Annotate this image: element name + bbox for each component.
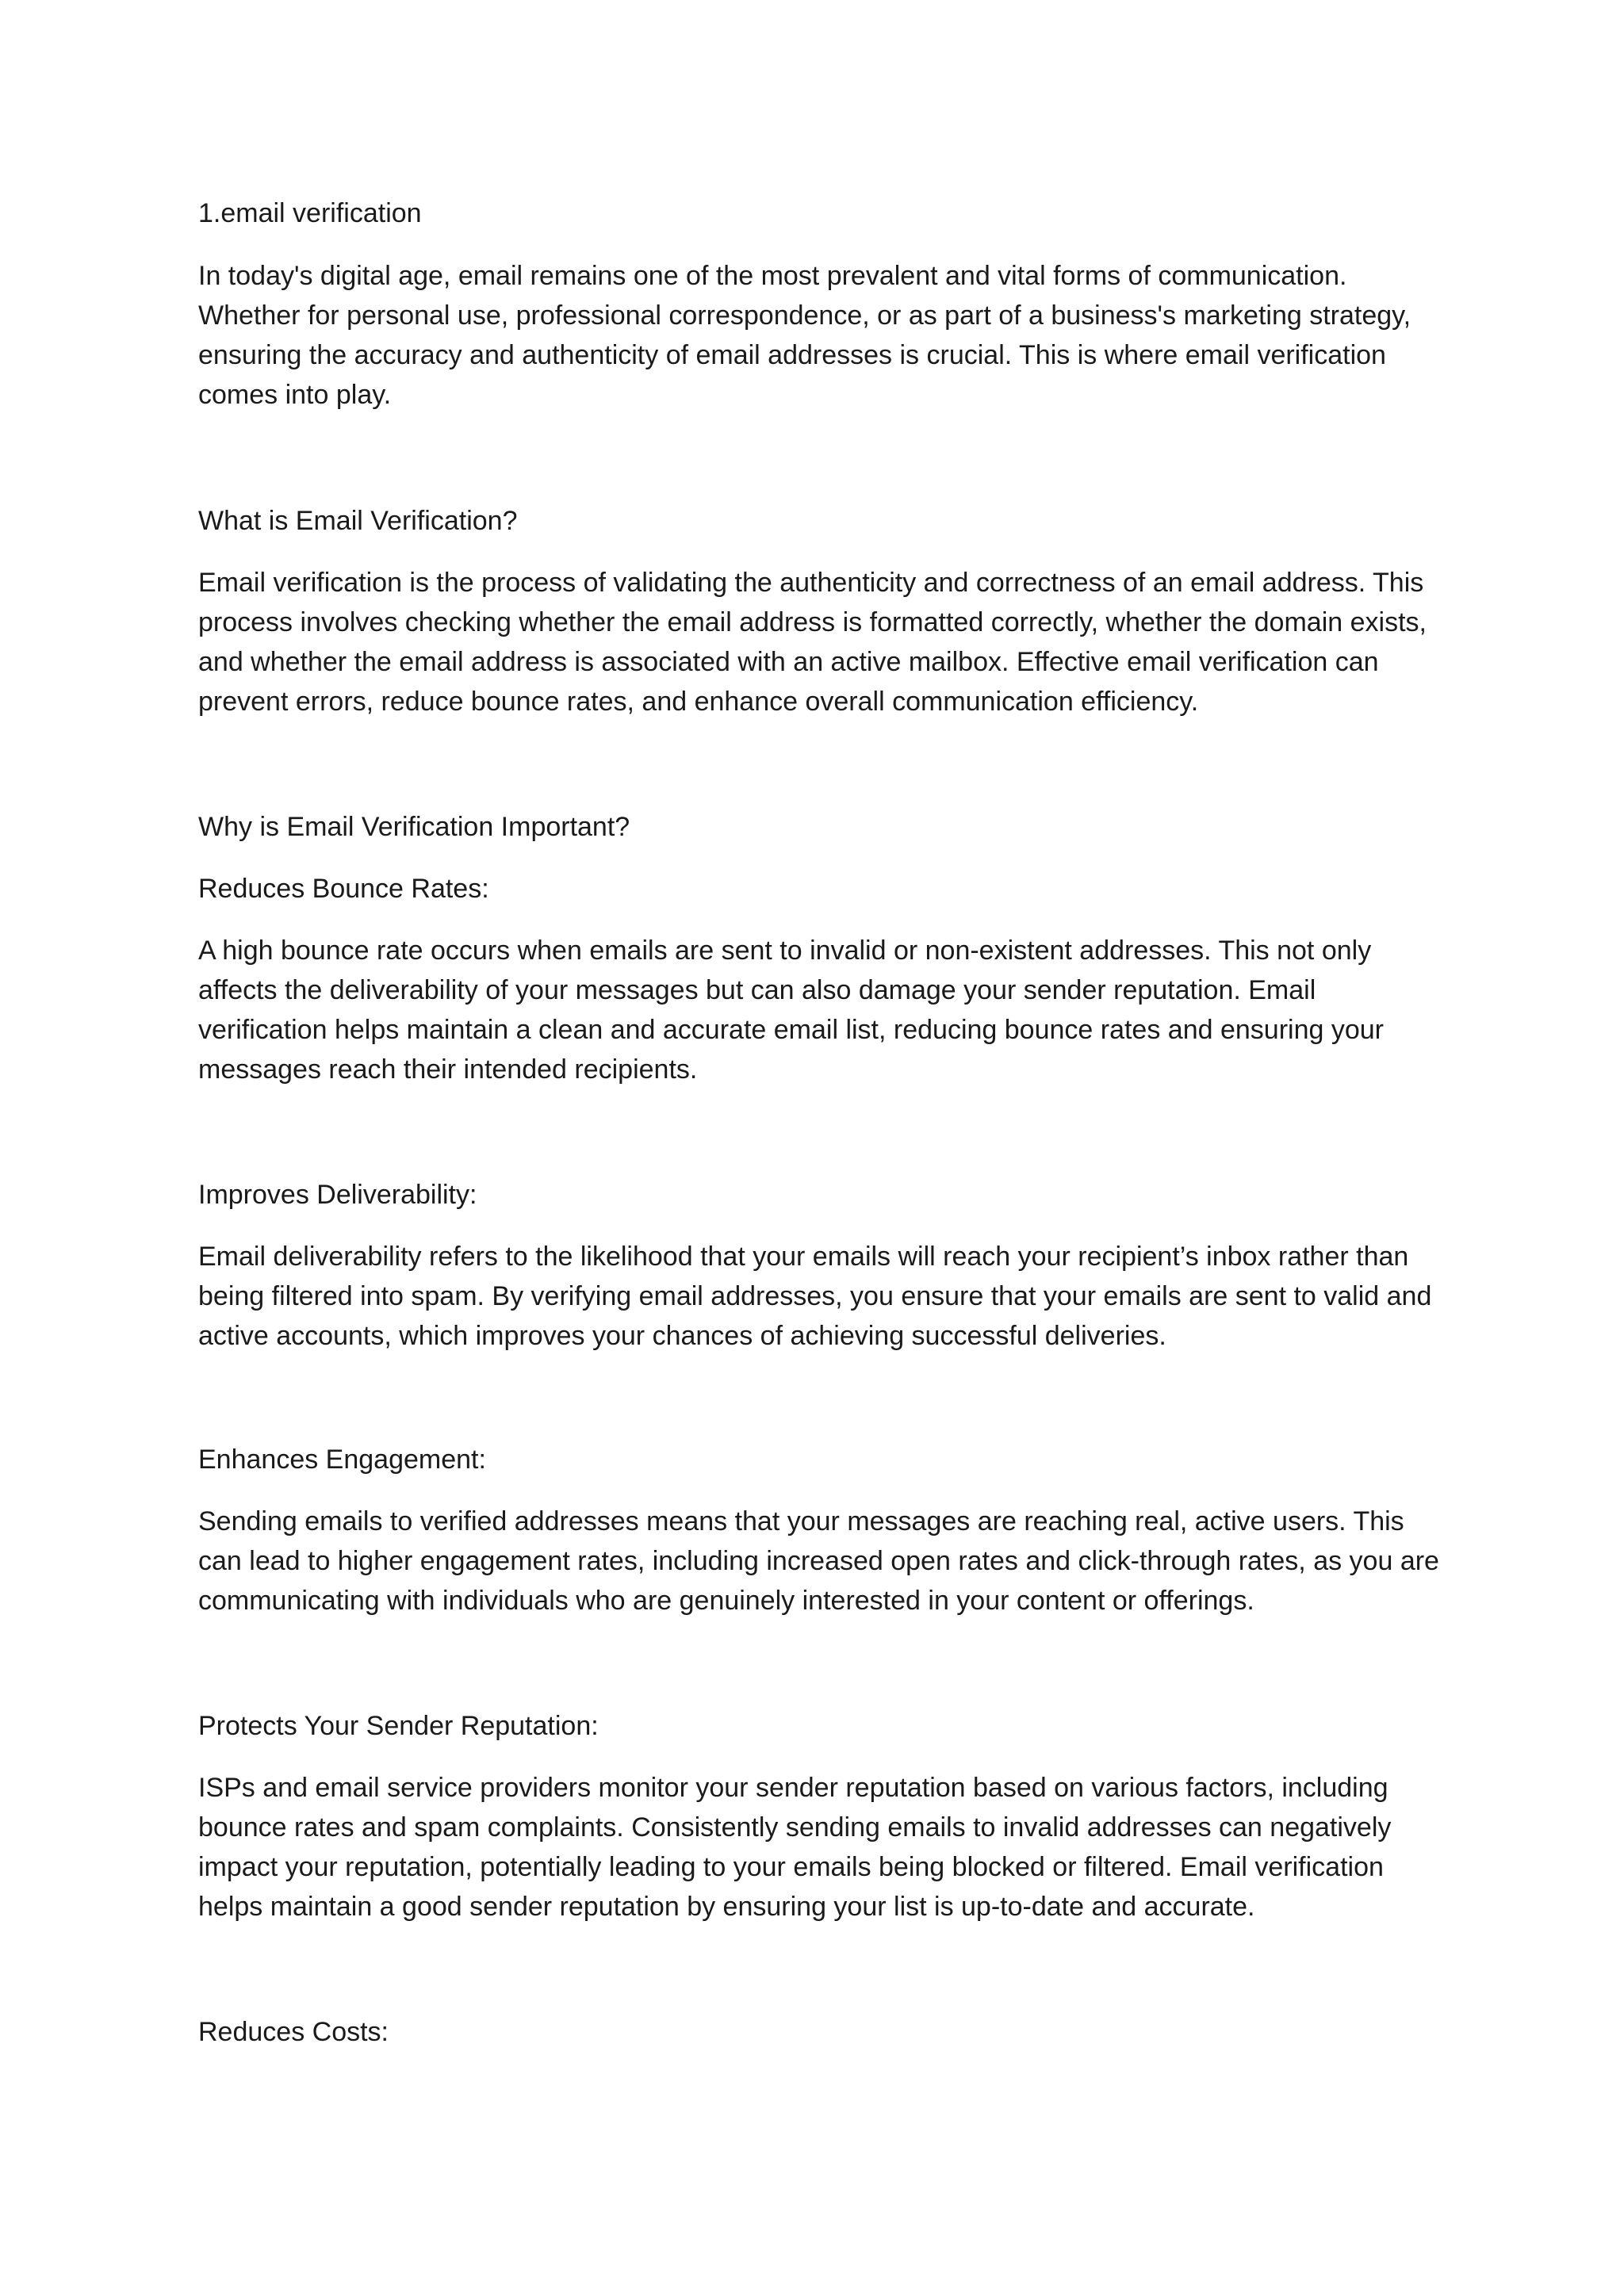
section-heading-why-important: Why is Email Verification Important? — [198, 812, 630, 842]
intro-paragraph: In today's digital age, email remains one of the most prevalent and vital forms of communication. Whether for personal use, professional correspondence, or as part of a business's marketing strategy, ensuring the accuracy and authenticity of email addresses is crucial. This is where email verification comes into play. — [198, 261, 1411, 410]
section-heading-improves-deliverability: Improves Deliverability: — [198, 1180, 477, 1210]
section-body-reduces-bounce-rates: A high bounce rate occurs when emails are sent to invalid or non-existent addresses. This not only affects the deliverability of your messages but can also damage your sender reputation. Email verification helps maintain a clean and accurate email list, reducing bounce rates and ensuring your messages reach their intended recipients. — [198, 936, 1384, 1085]
section-heading-what-is: What is Email Verification? — [198, 506, 518, 536]
subheading-reduces-bounce-rates: Reduces Bounce Rates: — [198, 874, 489, 904]
section-body-improves-deliverability: Email deliverability refers to the likelihood that your emails will reach your recipient’s inbox rather than being filtered into spam. By verifying email addresses, you ensure that your emails are sent to valid and active accounts, which improves your chances of achieving successful deliveries. — [198, 1242, 1432, 1351]
section-body-what-is: Email verification is the process of validating the authenticity and correctness of an email address. This process involves checking whether the email address is formatted correctly, whether the domain exists, and whether the email address is associated with an active mailbox. Effective email verification can prevent errors, reduce bounce rates, and enhance overall communication efficiency. — [198, 568, 1427, 717]
section-heading-enhances-engagement: Enhances Engagement: — [198, 1445, 486, 1475]
section-heading-reduces-costs: Reduces Costs: — [198, 2017, 389, 2047]
section-heading-protects-reputation: Protects Your Sender Reputation: — [198, 1711, 599, 1741]
section-body-protects-reputation: ISPs and email service providers monitor your sender reputation based on various factors, including bounce rates and spam complaints. Consistently sending emails to invalid addresses can negatively impact your reputation, potentially leading to your emails being blocked or filtered. Email verification helps maintain a good sender reputation by ensuring your list is up-to-date and accurate. — [198, 1773, 1392, 1922]
section-body-enhances-engagement: Sending emails to verified addresses means that your messages are reaching real, active users. This can lead to higher engagement rates, including increased open rates and click-through rates, as you are communicating with individuals who are genuinely interested in your content or offerings. — [198, 1506, 1439, 1616]
document-title: 1.email verification — [198, 198, 422, 228]
